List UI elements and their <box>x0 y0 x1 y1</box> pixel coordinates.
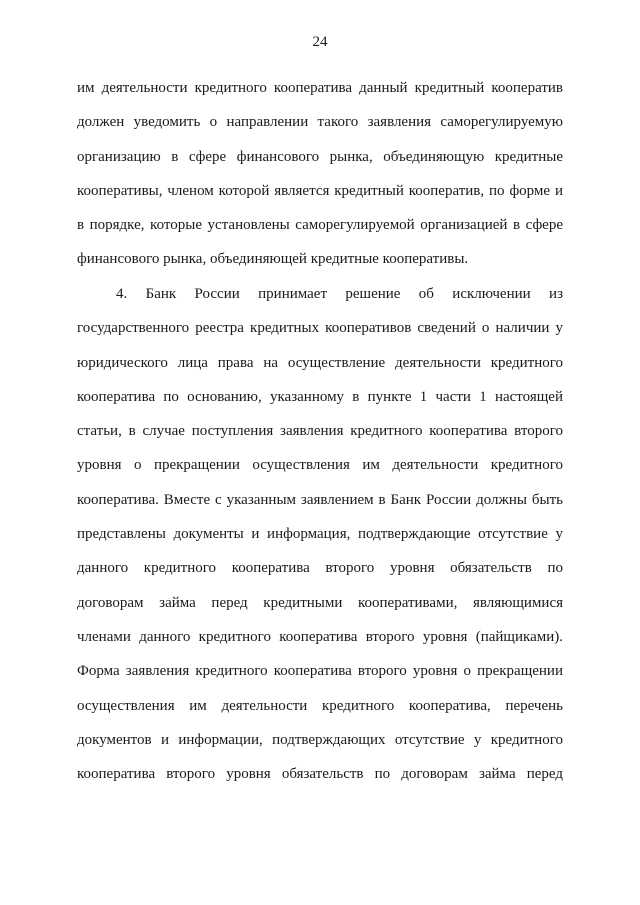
text-line: членами данного кредитного кооператива второго уровня (пайщиками). <box>77 628 563 645</box>
paragraph-continuation <box>77 79 563 285</box>
text-line: уровня о прекращении осуществления им деятельности кредитного <box>77 457 563 474</box>
text-line: юридического лица права на осуществление деятельности кредитного <box>77 354 563 371</box>
text-line: кооператива. Вместе с указанным заявлением в Банк России должны быть <box>77 491 563 508</box>
text-line: кооператива второго уровня обязательств по договорам займа перед <box>77 766 563 783</box>
text-line: Форма заявления кредитного кооператива второго уровня о прекращении <box>77 663 563 680</box>
text-line: финансового рынка, объединяющей кредитные кооперативы. <box>77 251 469 268</box>
paragraph-item-4 <box>77 285 563 799</box>
text-line: документов и информации, подтверждающих отсутствие у кредитного <box>77 731 563 748</box>
text-line: кооперативы, членом которой является кредитный кооператив, по форме и <box>77 182 563 199</box>
text-line: осуществления им деятельности кредитного кооператива, перечень <box>77 697 563 714</box>
text-line: им деятельности кредитного кооператива данный кредитный кооператив <box>77 80 563 96</box>
text-line: 4. Банк России принимает решение об исключении из <box>116 286 563 302</box>
text-line: представлены документы и информация, подтверждающие отсутствие у <box>77 526 563 543</box>
page-number: 24 <box>312 34 328 50</box>
text-line: договорам займа перед кредитными кооперативами, являющимися <box>77 594 563 611</box>
text-line: должен уведомить о направлении такого заявления саморегулируемую <box>77 114 563 131</box>
text-line: данного кредитного кооператива второго уровня обязательств по <box>77 560 563 577</box>
text-line: организацию в сфере финансового рынка, объединяющую кредитные <box>77 148 563 165</box>
text-line: статьи, в случае поступления заявления кредитного кооператива второго <box>77 423 563 440</box>
text-line: кооператива по основанию, указанному в пункте 1 части 1 настоящей <box>77 388 563 405</box>
text-line: в порядке, которые установлены саморегулируемой организацией в сфере <box>77 217 563 234</box>
text-line: государственного реестра кредитных кооперативов сведений о наличии у <box>77 320 563 337</box>
